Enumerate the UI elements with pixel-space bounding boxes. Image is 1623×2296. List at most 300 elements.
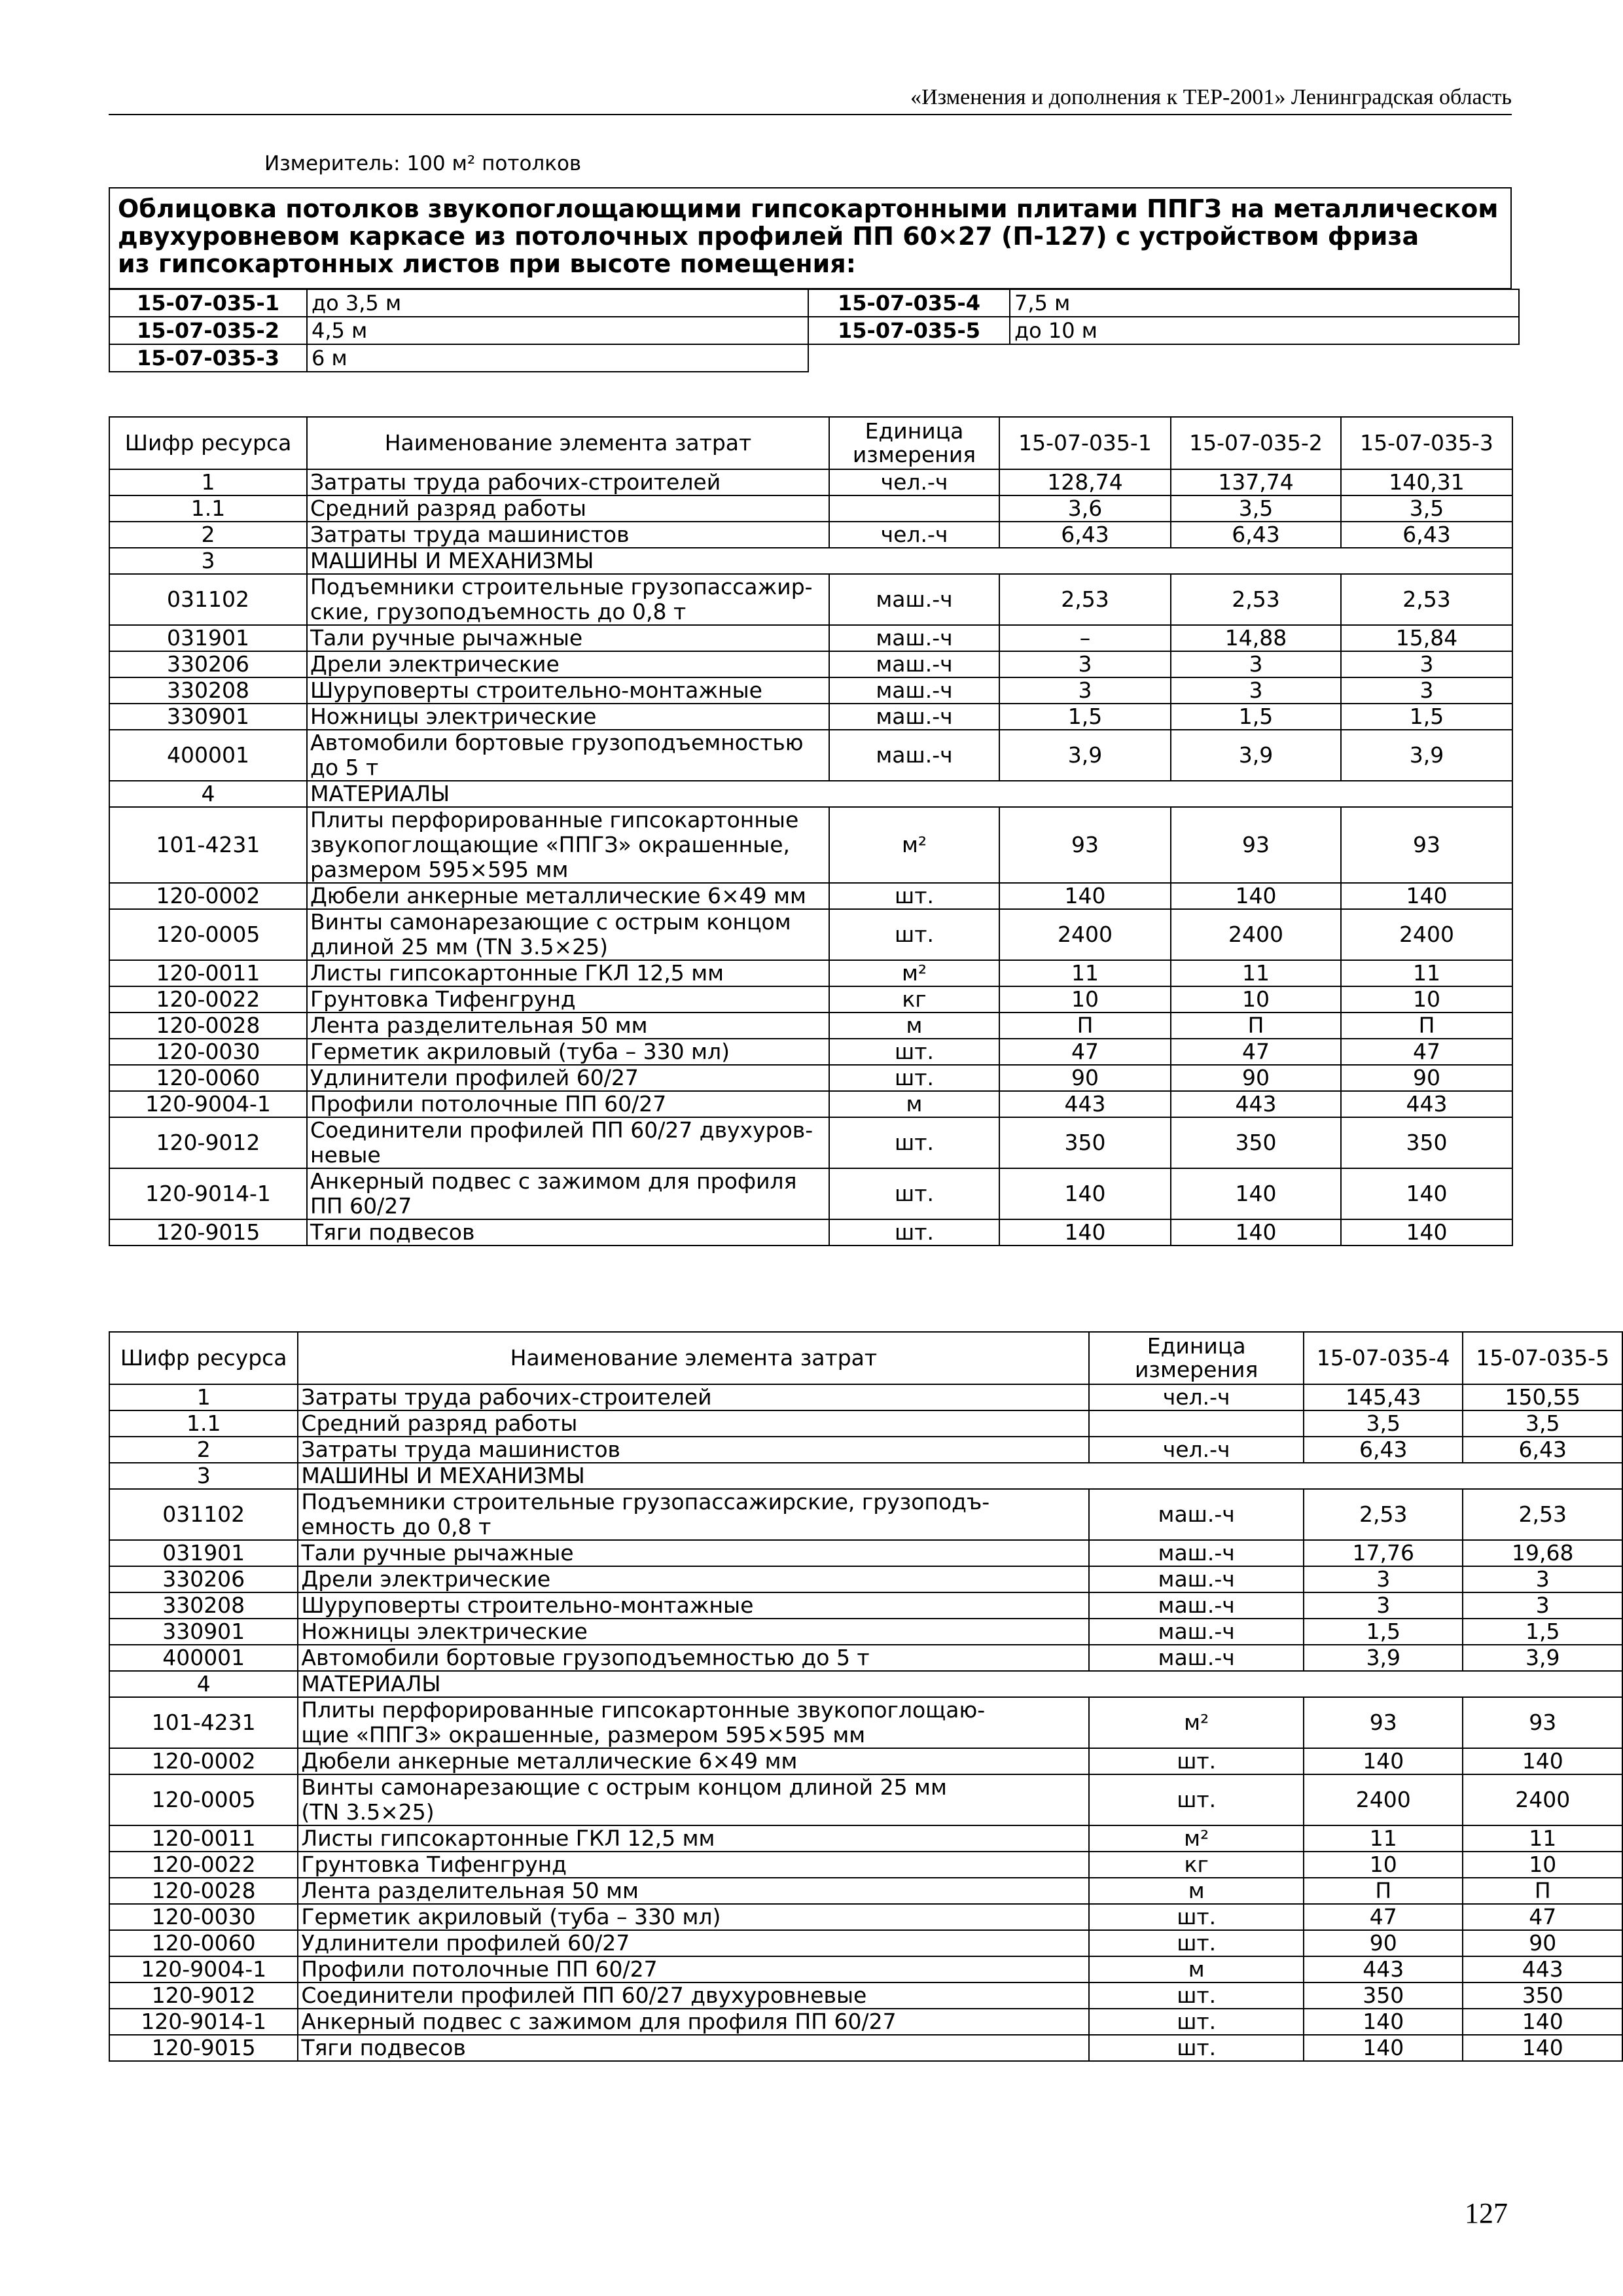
resource-name-line: Ножницы электрические	[310, 704, 597, 729]
resource-code: 031901	[109, 1540, 298, 1566]
unit-cell: шт.	[1089, 1748, 1304, 1774]
title-line-2: двухуровневом каркасе из потолочных профилей ПП 60×27 (П-127) с устройством фриза	[118, 222, 1419, 251]
resource-name-line: Автомобили бортовые грузоподъемностью до 5 т	[301, 1645, 870, 1670]
unit-cell: маш.-ч	[829, 677, 999, 704]
value-cell: 3	[1171, 651, 1341, 677]
resource-name-line: размером 595×595 мм	[310, 857, 569, 882]
value-cell: 10	[1304, 1852, 1463, 1878]
value-cell: 90	[1341, 1065, 1512, 1091]
column-header: 15-07-035-5	[1463, 1332, 1622, 1384]
table-row	[109, 1489, 1622, 1540]
resource-name	[298, 1930, 1089, 1956]
unit-cell: шт.	[1089, 1930, 1304, 1956]
value-cell: 10	[1341, 986, 1512, 1013]
value-cell: 3,9	[1463, 1645, 1622, 1671]
resource-name-line: Дрели электрические	[301, 1566, 551, 1592]
resource-code: 120-0060	[109, 1065, 307, 1091]
unit-cell: кг	[1089, 1852, 1304, 1878]
value-cell: 140	[1341, 1168, 1512, 1219]
value-cell: 93	[1171, 807, 1341, 883]
unit-cell: чел.-ч	[829, 469, 999, 495]
value-cell: 137,74	[1171, 469, 1341, 495]
resource-code: 120-9015	[109, 1219, 307, 1246]
value-cell: П	[1304, 1878, 1463, 1904]
resource-name	[298, 1410, 1089, 1437]
value-cell: 443	[1341, 1091, 1512, 1117]
value-cell: 2400	[1304, 1774, 1463, 1825]
value-cell: 3,5	[1341, 495, 1512, 522]
resource-name-line: Тали ручные рычажные	[310, 625, 583, 651]
value-cell: 47	[1341, 1039, 1512, 1065]
value-cell: 11	[999, 960, 1171, 986]
column-header: 15-07-035-4	[1304, 1332, 1463, 1384]
column-header: Шифр ресурса	[109, 417, 307, 469]
value-cell: 1,5	[1463, 1619, 1622, 1645]
resource-code: 101-4231	[109, 1697, 298, 1748]
unit-cell: м	[829, 1013, 999, 1039]
resource-name-line: Тяги подвесов	[310, 1219, 475, 1245]
value-cell: 140	[999, 1168, 1171, 1219]
value-cell: 90	[1171, 1065, 1341, 1091]
value-cell: 90	[1463, 1930, 1622, 1956]
resource-name	[307, 1168, 829, 1219]
resource-name	[298, 2009, 1089, 2035]
unit-cell: шт.	[1089, 2035, 1304, 2061]
running-header: «Изменения и дополнения к ТЕР-2001» Ленинградская область	[910, 85, 1512, 109]
header-rule	[109, 114, 1512, 115]
resource-code: 400001	[109, 1645, 298, 1671]
resource-code: 120-9004-1	[109, 1956, 298, 1982]
code-cell: 15-07-035-4	[808, 289, 1010, 317]
resource-code: 1.1	[109, 1410, 298, 1437]
resource-name	[298, 1540, 1089, 1566]
resource-code: 031102	[109, 574, 307, 625]
value-cell: 140	[1304, 2035, 1463, 2061]
resource-code: 400001	[109, 730, 307, 781]
table-row	[109, 960, 1512, 986]
table-row	[109, 1619, 1622, 1645]
value-cell: –	[999, 625, 1171, 651]
value-cell: 3,9	[1304, 1645, 1463, 1671]
value-cell: 443	[1463, 1956, 1622, 1982]
value-cell: 10	[999, 986, 1171, 1013]
resource-name-line: Шуруповерты строительно-монтажные	[310, 677, 762, 703]
unit-cell: чел.-ч	[1089, 1437, 1304, 1463]
resource-code: 3	[109, 548, 307, 574]
table-row	[109, 1825, 1622, 1852]
resource-name-line: Лента разделительная 50 мм	[301, 1878, 639, 1903]
value-cell: 47	[1171, 1039, 1341, 1065]
value-cell: 128,74	[999, 469, 1171, 495]
resource-name	[307, 1219, 829, 1246]
unit-cell: шт.	[829, 1065, 999, 1091]
value-cell: 1,5	[1171, 704, 1341, 730]
resource-code: 120-0022	[109, 986, 307, 1013]
value-cell: 140	[1463, 1748, 1622, 1774]
unit-cell: шт.	[829, 909, 999, 960]
unit-cell: м²	[1089, 1697, 1304, 1748]
code-cell: 15-07-035-1	[109, 289, 307, 317]
unit-cell: м	[1089, 1878, 1304, 1904]
resource-name-line: Соединители профилей ПП 60/27 двухуровневые	[301, 1982, 867, 2008]
resource-name-line: Автомобили бортовые грузоподъемностью	[310, 730, 804, 755]
resource-code: 031901	[109, 625, 307, 651]
value-cell: 93	[1304, 1697, 1463, 1748]
resource-name	[307, 469, 829, 495]
unit-cell: шт.	[829, 1219, 999, 1246]
resource-name-line: Анкерный подвес с зажимом для профиля ПП 60/27	[301, 2009, 897, 2034]
table-row	[109, 522, 1512, 548]
unit-cell: шт.	[1089, 1774, 1304, 1825]
table-row	[109, 1566, 1622, 1592]
unit-cell: шт.	[829, 1039, 999, 1065]
resource-name	[298, 1384, 1089, 1410]
resource-name	[307, 960, 829, 986]
value-cell: 47	[999, 1039, 1171, 1065]
resource-name	[298, 1982, 1089, 2009]
resource-name	[298, 1437, 1089, 1463]
resource-code: 1	[109, 469, 307, 495]
resource-code: 2	[109, 522, 307, 548]
unit-cell: м²	[829, 960, 999, 986]
value-cell: П	[1171, 1013, 1341, 1039]
resource-name-line: Средний разряд работы	[301, 1410, 578, 1436]
resource-name	[307, 807, 829, 883]
resource-name	[298, 1697, 1089, 1748]
table-header-row	[109, 417, 1512, 469]
resource-code: 031102	[109, 1489, 298, 1540]
unit-cell: маш.-ч	[829, 574, 999, 625]
resource-name-line: Плиты перфорированные гипсокартонные звукопоглощаю-	[301, 1697, 986, 1723]
unit-cell: маш.-ч	[1089, 1566, 1304, 1592]
height-cell: 7,5 м	[1010, 289, 1519, 317]
resource-name-line: щие «ППГЗ» окрашенные, размером 595×595 мм	[301, 1722, 866, 1748]
resource-name	[298, 1878, 1089, 1904]
resource-code: 3	[109, 1463, 298, 1489]
value-cell: 350	[1341, 1117, 1512, 1168]
resource-code: 330206	[109, 1566, 298, 1592]
table-row	[109, 1117, 1512, 1168]
table-row	[109, 574, 1512, 625]
value-cell: 443	[1171, 1091, 1341, 1117]
resource-name-line: Грунтовка Тифенгрунд	[301, 1852, 567, 1877]
resource-name-line: Ножницы электрические	[301, 1619, 588, 1644]
resource-name	[298, 1904, 1089, 1930]
resource-code: 120-9015	[109, 2035, 298, 2061]
resource-code: 330208	[109, 1592, 298, 1619]
table-row	[109, 1748, 1622, 1774]
value-cell: 11	[1463, 1825, 1622, 1852]
resource-name-line: Дюбели анкерные металлические 6×49 мм	[301, 1748, 798, 1774]
table-row	[109, 1540, 1622, 1566]
value-cell: 443	[999, 1091, 1171, 1117]
value-cell: 3,6	[999, 495, 1171, 522]
unit-cell: м	[1089, 1956, 1304, 1982]
value-cell: 2,53	[1171, 574, 1341, 625]
resource-name	[307, 625, 829, 651]
resource-name	[298, 1463, 1622, 1489]
resource-name-line: Винты самонарезающие с острым концом длиной 25 мм	[301, 1774, 947, 1800]
unit-cell: чел.-ч	[1089, 1384, 1304, 1410]
value-cell: 3	[1341, 677, 1512, 704]
resource-name	[307, 1013, 829, 1039]
resource-name	[307, 522, 829, 548]
resource-name-line: Дрели электрические	[310, 651, 560, 677]
resource-name-line: Тяги подвесов	[301, 2035, 466, 2060]
resource-code: 120-0022	[109, 1852, 298, 1878]
resource-code: 101-4231	[109, 807, 307, 883]
resource-name-line: до 5 т	[310, 755, 379, 780]
table-row	[109, 2035, 1622, 2061]
resource-code: 120-0005	[109, 1774, 298, 1825]
resource-name-line: длиной 25 мм (TN 3.5×25)	[310, 934, 609, 960]
resource-name-line: Герметик акриловый (туба – 330 мл)	[301, 1904, 721, 1929]
resource-name	[298, 1566, 1089, 1592]
resource-name-line: Винты самонарезающие с острым концом	[310, 909, 791, 935]
table-row	[109, 1982, 1622, 2009]
page-number: 127	[1465, 2197, 1508, 2229]
value-cell: 6,43	[1304, 1437, 1463, 1463]
resource-code: 120-0011	[109, 960, 307, 986]
resource-name-line: емность до 0,8 т	[301, 1514, 491, 1539]
resource-code: 120-0030	[109, 1904, 298, 1930]
table-row	[109, 1168, 1512, 1219]
value-cell: П	[1463, 1878, 1622, 1904]
unit-cell: маш.-ч	[1089, 1489, 1304, 1540]
resource-name	[298, 1852, 1089, 1878]
value-cell: 443	[1304, 1956, 1463, 1982]
value-cell: 140	[1341, 883, 1512, 909]
resource-name-line: МАШИНЫ И МЕХАНИЗМЫ	[310, 548, 594, 573]
resource-code: 120-9012	[109, 1117, 307, 1168]
resource-code: 120-0028	[109, 1013, 307, 1039]
resource-name	[298, 1748, 1089, 1774]
table-row	[109, 651, 1512, 677]
table-row	[109, 1463, 1622, 1489]
table-row	[109, 1384, 1622, 1410]
resource-name-line: Анкерный подвес с зажимом для профиля	[310, 1168, 797, 1194]
table-row	[109, 1930, 1622, 1956]
unit-cell	[1089, 1410, 1304, 1437]
title-line-1: Облицовка потолков звукопоглощающими гипсокартонными плитами ППГЗ на металлическом	[118, 194, 1499, 223]
resource-name-line: Тали ручные рычажные	[301, 1540, 574, 1566]
value-cell: 90	[1304, 1930, 1463, 1956]
value-cell: 140	[1463, 2035, 1622, 2061]
table-row	[109, 909, 1512, 960]
empty-cell	[808, 344, 1010, 372]
value-cell: 3	[999, 651, 1171, 677]
value-cell: 3	[1341, 651, 1512, 677]
value-cell: 2,53	[1341, 574, 1512, 625]
resource-name-line: Затраты труда машинистов	[310, 522, 630, 547]
column-header: Шифр ресурса	[109, 1332, 298, 1384]
resource-code: 120-9004-1	[109, 1091, 307, 1117]
value-cell: 2,53	[1304, 1489, 1463, 1540]
resource-name	[298, 1825, 1089, 1852]
resource-name	[307, 781, 1512, 807]
resource-name	[307, 704, 829, 730]
resource-name	[307, 1091, 829, 1117]
value-cell: 140	[1304, 1748, 1463, 1774]
unit-cell: маш.-ч	[1089, 1592, 1304, 1619]
value-cell: 3,5	[1304, 1410, 1463, 1437]
table-header-row	[109, 1332, 1622, 1384]
code-cell: 15-07-035-5	[808, 317, 1010, 344]
table-row	[109, 704, 1512, 730]
value-cell: 3,9	[999, 730, 1171, 781]
resource-name-line: Средний разряд работы	[310, 495, 586, 521]
resource-name	[307, 677, 829, 704]
resource-name	[307, 495, 829, 522]
value-cell: 90	[999, 1065, 1171, 1091]
resource-name-line: Затраты труда рабочих-строителей	[310, 469, 721, 495]
value-cell: 350	[999, 1117, 1171, 1168]
unit-cell	[829, 495, 999, 522]
table-row	[109, 1437, 1622, 1463]
value-cell: 140	[1171, 1219, 1341, 1246]
value-cell: П	[1341, 1013, 1512, 1039]
resource-name	[307, 986, 829, 1013]
value-cell: 3	[1304, 1566, 1463, 1592]
resource-name-line: (TN 3.5×25)	[301, 1799, 435, 1825]
unit-cell: маш.-ч	[829, 704, 999, 730]
value-cell: 140	[999, 1219, 1171, 1246]
resource-name-line: звукопоглощающие «ППГЗ» окрашенные,	[310, 832, 791, 857]
unit-cell: шт.	[1089, 1982, 1304, 2009]
height-cell: 6 м	[307, 344, 808, 372]
resource-name-line: Листы гипсокартонные ГКЛ 12,5 мм	[301, 1825, 715, 1851]
resource-code: 120-9014-1	[109, 2009, 298, 2035]
value-cell: 3,9	[1171, 730, 1341, 781]
column-header: Единица измерения	[1089, 1332, 1304, 1384]
value-cell: 93	[999, 807, 1171, 883]
value-cell: 2400	[1463, 1774, 1622, 1825]
resource-name	[298, 1956, 1089, 1982]
value-cell: 3	[999, 677, 1171, 704]
value-cell: 6,43	[1463, 1437, 1622, 1463]
resource-code: 120-0030	[109, 1039, 307, 1065]
resource-name	[307, 651, 829, 677]
column-header: 15-07-035-3	[1341, 417, 1512, 469]
resource-code: 4	[109, 1671, 298, 1697]
resource-name-line: Дюбели анкерные металлические 6×49 мм	[310, 883, 806, 908]
resource-name	[298, 1645, 1089, 1671]
unit-cell: шт.	[829, 1168, 999, 1219]
value-cell: 140	[1304, 2009, 1463, 2035]
value-cell: 1,5	[1304, 1619, 1463, 1645]
value-cell: 350	[1463, 1982, 1622, 2009]
value-cell: 2,53	[999, 574, 1171, 625]
unit-cell: маш.-ч	[1089, 1645, 1304, 1671]
unit-cell: маш.-ч	[829, 651, 999, 677]
unit-cell: маш.-ч	[829, 730, 999, 781]
table-row	[109, 883, 1512, 909]
resource-code: 120-0002	[109, 1748, 298, 1774]
table-row	[109, 1697, 1622, 1748]
table-row	[109, 1013, 1512, 1039]
value-cell: 140	[1171, 1168, 1341, 1219]
table-row	[109, 1410, 1622, 1437]
value-cell: 17,76	[1304, 1540, 1463, 1566]
table-row	[109, 1039, 1512, 1065]
unit-cell: маш.-ч	[1089, 1619, 1304, 1645]
value-cell: 3	[1304, 1592, 1463, 1619]
resource-name-line: Грунтовка Тифенгрунд	[310, 986, 576, 1012]
resource-code: 2	[109, 1437, 298, 1463]
value-cell: 2,53	[1463, 1489, 1622, 1540]
resource-name	[298, 1671, 1622, 1697]
unit-cell: маш.-ч	[1089, 1540, 1304, 1566]
resource-name-line: Соединители профилей ПП 60/27 двухуров-	[310, 1117, 813, 1143]
table-row	[109, 1645, 1622, 1671]
resource-code: 1.1	[109, 495, 307, 522]
value-cell: 6,43	[1171, 522, 1341, 548]
resource-name-line: МАШИНЫ И МЕХАНИЗМЫ	[301, 1463, 585, 1488]
table-row	[109, 1592, 1622, 1619]
resource-code: 120-0005	[109, 909, 307, 960]
value-cell: 2400	[999, 909, 1171, 960]
table-row	[109, 1065, 1512, 1091]
unit-cell: шт.	[1089, 2009, 1304, 2035]
height-cell: до 3,5 м	[307, 289, 808, 317]
resource-name-line: ские, грузоподъемность до 0,8 т	[310, 599, 687, 624]
value-cell: 3	[1463, 1566, 1622, 1592]
resource-name-line: невые	[310, 1142, 381, 1168]
value-cell: 145,43	[1304, 1384, 1463, 1410]
resource-name-line: Затраты труда рабочих-строителей	[301, 1384, 712, 1410]
resource-code: 1	[109, 1384, 298, 1410]
table-row	[109, 469, 1512, 495]
resource-name-line: Удлинители профилей 60/27	[301, 1930, 630, 1956]
unit-cell: шт.	[1089, 1904, 1304, 1930]
resource-name-line: Удлинители профилей 60/27	[310, 1065, 639, 1090]
value-cell: 150,55	[1463, 1384, 1622, 1410]
resource-name	[307, 1117, 829, 1168]
resource-name	[307, 574, 829, 625]
resource-name-line: Лента разделительная 50 мм	[310, 1013, 648, 1038]
value-cell: 47	[1304, 1904, 1463, 1930]
resource-name	[298, 2035, 1089, 2061]
table-row	[109, 1878, 1622, 1904]
table-row	[109, 1219, 1512, 1246]
resource-name-line: Герметик акриловый (туба – 330 мл)	[310, 1039, 730, 1064]
value-cell: 3	[1171, 677, 1341, 704]
value-cell: 3,5	[1171, 495, 1341, 522]
resource-table-1	[109, 416, 1513, 1246]
empty-cell	[1010, 344, 1519, 372]
table-row	[109, 807, 1512, 883]
value-cell: 140	[1463, 2009, 1622, 2035]
column-header: 15-07-035-2	[1171, 417, 1341, 469]
resource-code: 120-9014-1	[109, 1168, 307, 1219]
value-cell: 47	[1463, 1904, 1622, 1930]
value-cell: 11	[1341, 960, 1512, 986]
resource-code: 120-0002	[109, 883, 307, 909]
value-cell: 15,84	[1341, 625, 1512, 651]
table-row	[109, 730, 1512, 781]
value-cell: 140	[999, 883, 1171, 909]
column-header: Единица измерения	[829, 417, 999, 469]
table-row	[109, 1852, 1622, 1878]
value-cell: 14,88	[1171, 625, 1341, 651]
table-row	[109, 677, 1512, 704]
table-row	[109, 1671, 1622, 1697]
resource-name	[298, 1774, 1089, 1825]
resource-table-2	[109, 1331, 1623, 2062]
value-cell: 3,5	[1463, 1410, 1622, 1437]
resource-name-line: Затраты труда машинистов	[301, 1437, 620, 1462]
resource-code: 4	[109, 781, 307, 807]
